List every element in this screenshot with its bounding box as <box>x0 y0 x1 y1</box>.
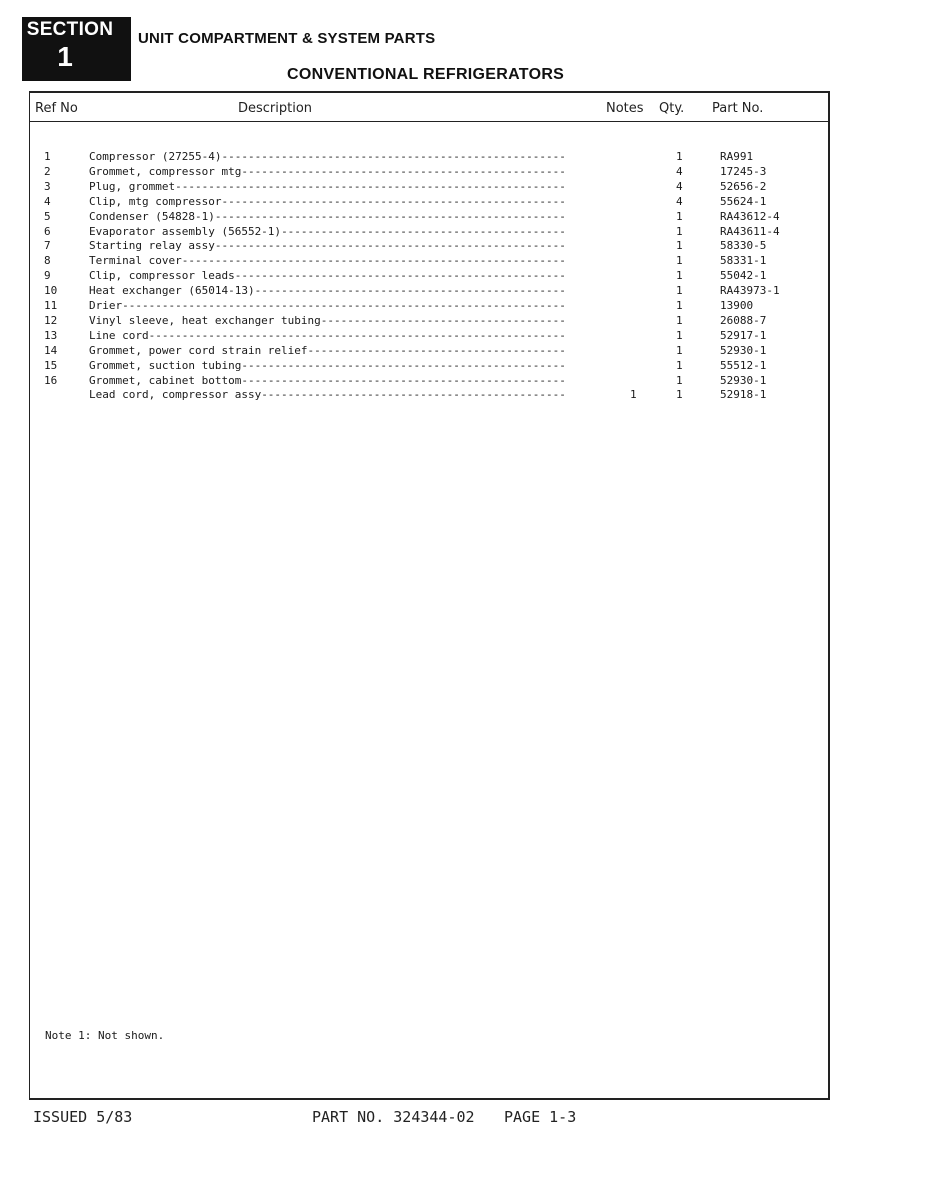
col-header-notes: Notes <box>606 101 644 116</box>
table-note: Note 1: Not shown. <box>45 1029 165 1042</box>
description-cell: Grommet, suction tubing ----- <box>89 358 564 373</box>
ref-cell: 13 <box>44 328 58 342</box>
part-number-cell: 26088-7 <box>720 313 767 327</box>
ref-cell: 9 <box>44 269 51 283</box>
qty-cell: 1 <box>676 373 683 387</box>
description-cell: Lead cord, compressor assy ----- <box>89 387 564 402</box>
part-number-cell: RA991 <box>720 150 754 163</box>
section-title: UNIT COMPARTMENT & SYSTEM PARTS <box>138 30 436 47</box>
ref-cell: 8 <box>44 254 51 268</box>
table-row <box>0 149 944 164</box>
ref-cell: 15 <box>44 358 58 372</box>
description-cell: Grommet, power cord strain relief ----- <box>89 343 564 358</box>
ref-cell: 1 <box>44 150 51 163</box>
description-cell: Evaporator assembly (56552-1) ----- <box>89 224 564 239</box>
qty-cell: 1 <box>676 388 683 402</box>
section-badge <box>22 17 131 81</box>
part-number-cell: 52930-1 <box>720 343 767 357</box>
col-header-description: Description <box>238 101 313 116</box>
qty-cell: 1 <box>676 299 683 312</box>
table-row <box>0 343 944 358</box>
ref-cell: 4 <box>44 194 51 208</box>
ref-cell: 16 <box>44 373 58 387</box>
footer-part-number: PART NO. 324344-02 <box>312 1108 475 1126</box>
part-number-cell: 58331-1 <box>720 254 767 268</box>
description-cell: Line cord ----- <box>89 328 564 343</box>
header-divider <box>29 121 830 122</box>
notes-cell: 1 <box>630 388 637 402</box>
ref-cell: 2 <box>44 164 51 178</box>
description-cell: Drier ----- <box>89 298 564 313</box>
part-number-cell: 55624-1 <box>720 194 767 208</box>
table-row <box>0 298 944 313</box>
qty-cell: 4 <box>676 164 683 178</box>
table-row <box>0 209 944 224</box>
description-cell: Plug, grommet ----- <box>89 179 564 194</box>
description-cell: Heat exchanger (65014-13) ----- <box>89 283 564 298</box>
table-row <box>0 313 944 328</box>
part-number-cell: RA43611-4 <box>720 224 780 238</box>
ref-cell: 5 <box>44 209 51 223</box>
part-number-cell: 55512-1 <box>720 358 767 372</box>
ref-cell: 12 <box>44 313 58 327</box>
table-row <box>0 224 944 239</box>
footer-page: PAGE 1-3 <box>504 1108 577 1126</box>
table-row <box>0 358 944 373</box>
ref-cell: 11 <box>44 299 58 312</box>
part-number-cell: 52656-2 <box>720 179 767 193</box>
description-cell: Grommet, cabinet bottom ----- <box>89 373 564 388</box>
part-number-cell: 17245-3 <box>720 164 767 178</box>
table-row <box>0 253 944 268</box>
ref-cell: 3 <box>44 179 51 193</box>
table-row <box>0 194 944 209</box>
ref-cell: 7 <box>44 239 51 253</box>
table-row <box>0 164 944 179</box>
qty-cell: 1 <box>676 254 683 268</box>
ref-cell: 14 <box>44 343 58 357</box>
description-cell: Vinyl sleeve, heat exchanger tubing ----- <box>89 313 564 328</box>
description-cell: Grommet, compressor mtg ----- <box>89 164 564 179</box>
qty-cell: 4 <box>676 194 683 208</box>
qty-cell: 1 <box>676 328 683 342</box>
col-header-qty: Qty. <box>659 101 685 116</box>
description-cell: Compressor (27255-4) ----- <box>89 149 564 164</box>
table-row <box>0 238 944 253</box>
description-cell: Starting relay assy ----- <box>89 238 564 253</box>
section-label: SECTION <box>26 19 114 40</box>
qty-cell: 1 <box>676 343 683 357</box>
part-number-cell: 55042-1 <box>720 269 767 283</box>
qty-cell: 4 <box>676 179 683 193</box>
col-header-part: Part No. <box>712 101 764 116</box>
part-number-cell: RA43612-4 <box>720 209 780 223</box>
qty-cell: 1 <box>676 150 683 163</box>
section-number: 1 <box>57 41 73 72</box>
qty-cell: 1 <box>676 239 683 253</box>
ref-cell: 10 <box>44 284 58 298</box>
qty-cell: 1 <box>676 358 683 372</box>
ref-cell: 6 <box>44 224 51 238</box>
qty-cell: 1 <box>676 313 683 327</box>
table-row <box>0 283 944 298</box>
table-row <box>0 268 944 283</box>
part-number-cell: 52917-1 <box>720 328 767 342</box>
table-row <box>0 373 944 388</box>
page-subtitle: CONVENTIONAL REFRIGERATORS <box>287 66 565 83</box>
table-row <box>0 179 944 194</box>
part-number-cell: 13900 <box>720 299 754 312</box>
part-number-cell: 58330-5 <box>720 239 767 253</box>
qty-cell: 1 <box>676 284 683 298</box>
description-cell: Clip, compressor leads ----- <box>89 268 564 283</box>
col-header-ref: Ref No <box>35 101 78 116</box>
qty-cell: 1 <box>676 269 683 283</box>
description-cell: Terminal cover ----- <box>89 253 564 268</box>
part-number-cell: 52918-1 <box>720 388 767 402</box>
description-cell: Clip, mtg compressor ----- <box>89 194 564 209</box>
qty-cell: 1 <box>676 224 683 238</box>
description-cell: Condenser (54828-1) ----- <box>89 209 564 224</box>
qty-cell: 1 <box>676 209 683 223</box>
table-row <box>0 387 944 402</box>
table-row <box>0 328 944 343</box>
footer-issued: ISSUED 5/83 <box>33 1108 133 1126</box>
part-number-cell: 52930-1 <box>720 373 767 387</box>
part-number-cell: RA43973-1 <box>720 284 780 298</box>
